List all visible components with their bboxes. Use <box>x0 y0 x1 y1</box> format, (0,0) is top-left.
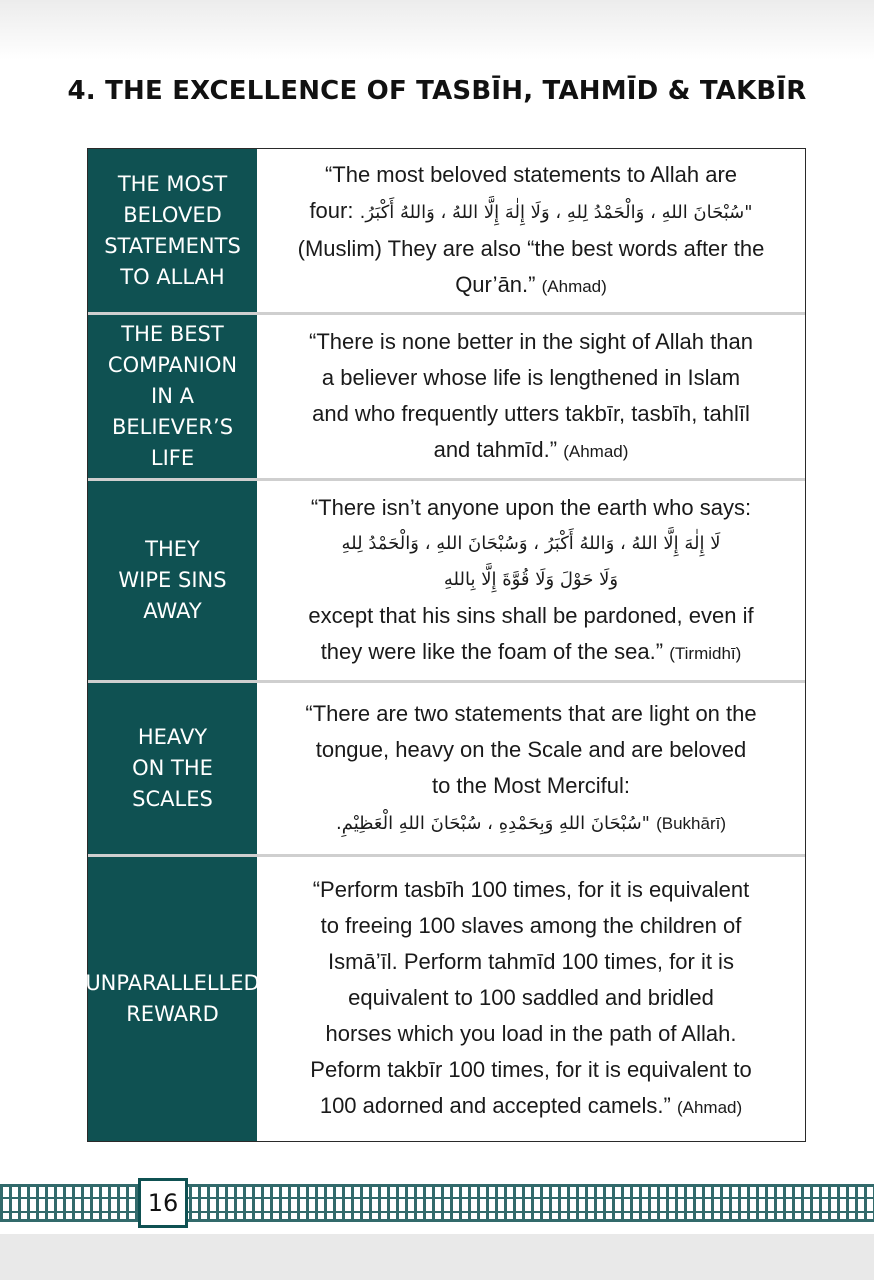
label-line: BELIEVER’S LIFE <box>111 415 234 470</box>
bottom-shade <box>0 1234 874 1280</box>
table-row <box>88 149 805 315</box>
source-citation: (Ahmad) <box>541 276 607 296</box>
content-line: Ismā’īl. Perform tahmīd 100 times, for it is <box>328 949 734 974</box>
page-number: 16 <box>138 1178 188 1228</box>
row-content <box>257 149 805 312</box>
label-line: STATEMENTS <box>104 233 241 258</box>
label-line: BELOVED <box>123 202 222 227</box>
content-line: to freeing 100 slaves among the children of <box>320 913 742 938</box>
row-content <box>257 315 805 478</box>
page-title: 4. THE EXCELLENCE OF TASBĪH, TAHMĪD & TAKBĪR <box>67 76 807 106</box>
table-row <box>88 315 805 481</box>
content-line: equivalent to 100 saddled and bridled <box>348 985 714 1010</box>
content-line: “There are two statements that are light on the <box>305 700 757 726</box>
table-row <box>88 683 805 857</box>
content-line: “Perform tasbīh 100 times, for it is equivalent <box>312 877 750 902</box>
source-citation: (Tirmidhī) <box>669 643 742 663</box>
content-line: a believer whose life is lengthened in Islam <box>321 364 741 390</box>
arabic-phrase: .سُبْحَانَ اللهِ وَبِحَمْدِهِ ، سُبْحَانَ اللهِ الْعَظِيْمِ" <box>335 812 650 834</box>
arabic-phrase: .سُبْحَانَ اللهِ ، وَالْحَمْدُ لِلهِ ، وَلَا إِلٰهَ إِلَّا اللهُ ، وَاللهُ أَكْبَرُ" <box>359 201 753 223</box>
content-line: “The most beloved statements to Allah are <box>324 161 738 187</box>
content-line: horses which you load in the path of Allah. <box>325 1021 737 1046</box>
source-citation: (Ahmad) <box>563 441 629 461</box>
label-line: IN A <box>151 384 194 408</box>
row-content <box>257 683 805 854</box>
table-row <box>85 857 805 1141</box>
row-content <box>257 481 805 680</box>
label-line: ON THE <box>132 756 213 780</box>
decorative-border-band <box>0 1184 874 1222</box>
content-line <box>321 634 742 672</box>
content-line: Peform takbīr 100 times, for it is equivalent to <box>310 1057 752 1082</box>
label-line: THEY <box>145 537 200 561</box>
row-label <box>88 315 257 478</box>
label-line: COMPANION <box>107 353 238 377</box>
row-label <box>88 683 257 854</box>
arabic-phrase: لَا إِلٰهَ إِلَّا اللهُ ، وَاللهُ أَكْبَرُ ، وَسُبْحَانَ اللهِ ، وَالْحَمْدُ لِلهِ <box>341 532 721 554</box>
label-line: AWAY <box>143 599 202 623</box>
label-line: THE MOST <box>117 171 228 196</box>
label-line: SCALES <box>132 787 213 811</box>
content-line <box>434 432 629 470</box>
row-label <box>85 857 260 1141</box>
content-line <box>455 267 607 305</box>
content-line: to the Most Merciful: <box>431 772 631 798</box>
arabic-phrase: وَلَا حَوْلَ وَلَا قُوَّةَ إِلَّا بِاللهِ <box>443 568 619 590</box>
content-line <box>309 193 752 231</box>
source-citation: (Ahmad) <box>676 1098 743 1117</box>
content-text: and tahmīd.” <box>433 436 558 462</box>
content-line: “There isn’t anyone upon the earth who says: <box>310 494 752 520</box>
top-shade <box>0 0 874 60</box>
table-row <box>88 481 805 683</box>
label-line: TO ALLAH <box>120 264 225 289</box>
label-line: HEAVY <box>137 725 208 749</box>
row-label <box>88 149 257 312</box>
content-text: Qur’ān.” <box>455 271 536 297</box>
content-line: except that his sins shall be pardoned, even if <box>308 602 754 628</box>
row-content <box>257 857 805 1141</box>
row-label <box>88 481 257 680</box>
content-text: they were like the foam of the sea.” <box>320 638 664 664</box>
content-line: (Muslim) They are also “the best words after the <box>297 235 765 261</box>
label-line: REWARD <box>126 1002 219 1026</box>
source-citation: (Bukhārī) <box>656 813 726 833</box>
excellence-table <box>87 148 806 1142</box>
content-line: “There is none better in the sight of Allah than <box>309 328 753 354</box>
content-line <box>336 804 726 842</box>
content-line <box>320 1088 742 1126</box>
content-text: 100 adorned and accepted camels.” <box>319 1093 671 1118</box>
label-line: WIPE SINS <box>118 568 227 592</box>
content-line: tongue, heavy on the Scale and are beloved <box>315 736 747 762</box>
label-line: THE BEST <box>121 322 224 346</box>
page-footer <box>0 1178 874 1228</box>
content-line: and who frequently utters takbīr, tasbīh, tahlīl <box>312 400 750 426</box>
content-text: four: <box>309 197 354 223</box>
label-line: UNPARALLELLED <box>85 971 260 995</box>
